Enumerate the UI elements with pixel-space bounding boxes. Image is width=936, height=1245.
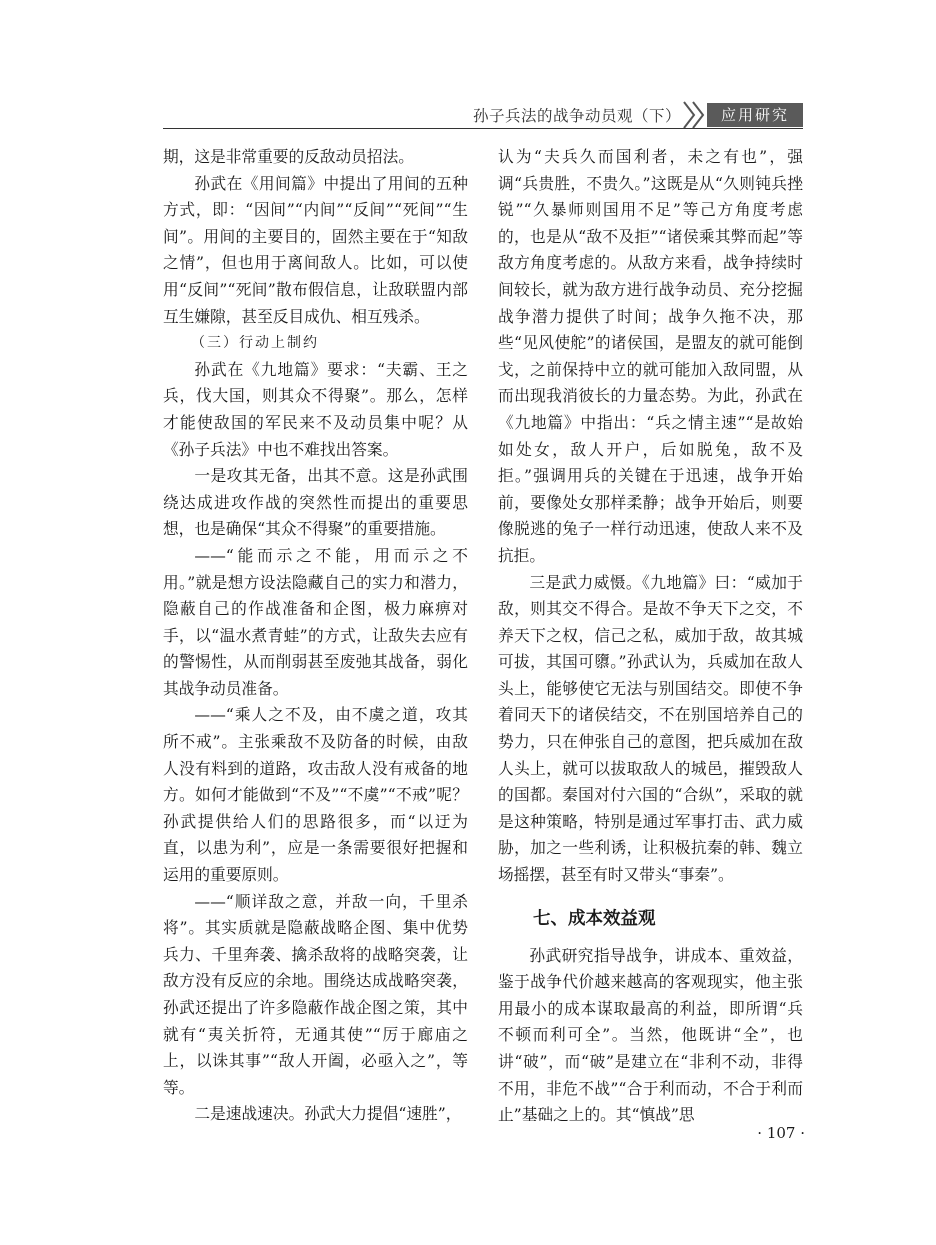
paragraph: 三是武力威慑。《九地篇》曰：“威加于敌，则其交不得合。是故不争天下之交，不养天下之权，信己之私，威加于敌，故其城可拔，其国可隳。”孙武认为，兵威加在敌人头上，能够使它无法与别国结交。即使不争着同天下的诸侯结交，不在别国培养自己的势力，只在伸张自己的意图，把兵威加在敌人头上，就可以拔取敌人的城邑，摧毁敌人的国都。秦国对付六国的“合纵”，采取的就是这种策略，特别是通过军事打击、武力威胁，加之一些利诱，让积极抗秦的韩、魏立场摇摆，甚至有时又带头“事秦”。: [498, 572, 803, 885]
paragraph: ——“能而示之不能，用而示之不用。”就是想方设法隐藏自己的实力和潜力，隐蔽自己的作战准备和企图，极力麻痹对手，以“温水煮青蛙”的方式，让敌失去应有的警惕性，从而削弱甚至废弛其战备，弱化其战争动员准备。: [163, 545, 468, 698]
paragraph: 孙武在《九地篇》要求：“夫霸、王之兵，伐大国，则其众不得聚”。那么，怎样才能使敌国的军民来不及动员集中呢？从《孙子兵法》中也不难找出答案。: [163, 359, 468, 459]
paragraph: 孙武在《用间篇》中提出了用间的五种方式，即：“因间”“内间”“反间”“死间”“生间”。用间的主要目的，固然主要在于“知敌之情”，但也用于离间敌人。比如，可以使用“反间”“死间”散布假信息，让敌联盟内部互生嫌隙，甚至反目成仇、相互残杀。: [163, 173, 468, 326]
paragraph: ——“顺详敌之意，并敌一向，千里杀将”。其实质就是隐蔽战略企图、集中优势兵力、千里奔袭、擒杀敌将的战略突袭，让敌方没有反应的余地。围绕达成战略突袭，孙武还提出了许多隐蔽作战企图之策，其中就有“夷关折符，无通其使”“厉于廊庙之上，以诛其事”“敌人开阖，必亟入之”，等等。: [163, 891, 468, 1097]
paragraph: ——“乘人之不及，由不虞之道，攻其所不戒”。主张乘敌不及防备的时候，由敌人没有料到的道路，攻击敌人没有戒备的地方。如何才能做到“不及”“不虞”“不戒”呢？孙武提供给人们的思路很多，而“以迂为直，以患为利”，应是一条需要很好把握和运用的重要原则。: [163, 705, 468, 885]
page-number: · 107 ·: [757, 1124, 805, 1142]
double-chevron-icon: [681, 100, 709, 130]
header-rule: [163, 128, 803, 129]
paragraph-continued: 期，这是非常重要的反敌动员招法。: [163, 147, 414, 166]
right-column: [498, 144, 803, 1129]
paragraph: 一是攻其无备，出其不意。这是孙武围绕达成进攻作战的突然性而提出的重要思想，也是确保“其众不得聚”的重要措施。: [163, 466, 468, 539]
paragraph-continued: 认为“夫兵久而国利者，未之有也”，强调“兵贵胜，不贵久。”这既是从“久则钝兵挫锐”“久暴师则国用不足”等己方角度考虑的，也是从“敌不及拒”“诸侯乘其弊而起”等敌方角度考虑的。从敌方来看，战争持续时间较长，就为敌方进行战争动员、充分挖掘战争潜力提供了时间；战争久拖不决，那些“见风使舵”的诸侯国，是盟友的就可能倒戈，之前保持中立的就可能加入敌同盟，从而出现我消彼长的力量态势。为此，孙武在《九地篇》中指出：“兵之情主速”“是故始如处女，敌人开户，后如脱兔，敌不及拒。”强调用兵的关键在于迅速，战争开始前，要像处女那样柔静；战争开始后，则要像脱逃的兔子一样行动迅速，使敌人来不及抗拒。: [498, 147, 803, 565]
paragraph: 二是速战速决。孙武大力提倡“速胜”，: [194, 1104, 462, 1124]
running-title: 孙子兵法的战争动员观（下）: [472, 107, 681, 125]
running-header: [163, 100, 803, 130]
left-column: [163, 144, 468, 1128]
section-tag: 应用研究: [707, 103, 803, 127]
paragraph: 孙武研究指导战争，讲成本、重效益，鉴于战争代价越来越高的客观现实，他主张用最小的成本谋取最高的利益，即所谓“兵不顿而利可全”。当然，他既讲“全”，也讲“破”，而“破”是建立在“非利不动，非得不用，非危不战”“合于利而动，不合于利而止”基础之上的。其“慎战”思: [498, 945, 803, 1125]
subsection-heading: （三）行动上制约: [191, 335, 319, 352]
section-heading: 七、成本效益观: [533, 908, 656, 929]
